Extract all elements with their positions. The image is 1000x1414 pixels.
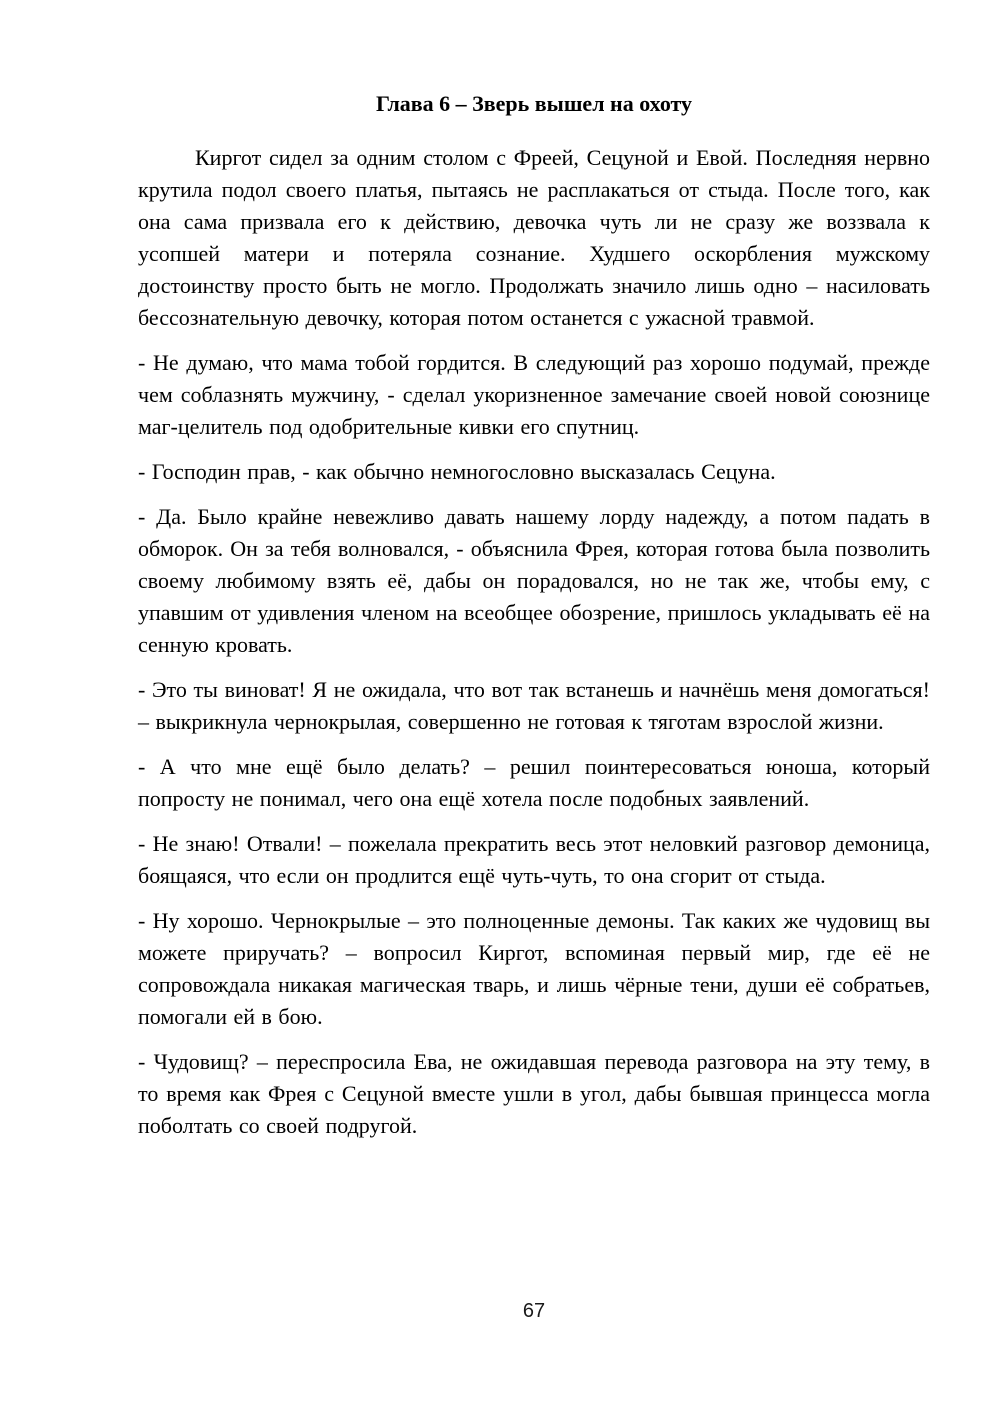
paragraph: - Не знаю! Отвали! – пожелала прекратить весь этот неловкий разговор демоница, боящаяся, что если он продлится ещё чуть-чуть, то она сгорит от стыда. (138, 831, 930, 888)
text-column (138, 88, 930, 1155)
page-number: 67 (522, 1300, 546, 1322)
paragraph: Киргот сидел за одним столом с Фреей, Сецуной и Евой. Последняя нервно крутила подол своего платья, пытаясь не расплакаться от стыда. После того, как она сама призвала его к действию, девочка чуть ли не сразу же воззвала к усопшей матери и потеряла сознание. Худшего оскорбления мужскому достоинству просто быть не могло. Продолжать значило лишь одно – насиловать бессознательную девочку, которая потом останется с ужасной травмой. (138, 145, 930, 330)
page-footer (138, 1300, 930, 1323)
paragraph: - Ну хорошо. Чернокрылые – это полноценные демоны. Так каких же чудовищ вы можете приручать? – вопросил Киргот, вспоминая первый мир, где её не сопровождала никакая магическая тварь, и лишь чёрные тени, души её собратьев, помогали ей в бою. (138, 908, 930, 1029)
paragraph: - Не думаю, что мама тобой гордится. В следующий раз хорошо подумай, прежде чем соблазнять мужчину, - сделал укоризненное замечание своей новой союзнице маг-целитель под одобрительные кивки его спутниц. (138, 350, 930, 439)
paragraph: - Чудовищ? – переспросила Ева, не ожидавшая перевода разговора на эту тему, в то время как Фрея с Сецуной вместе ушли в угол, дабы бывшая принцесса могла поболтать со своей подругой. (138, 1049, 930, 1138)
chapter-title: Глава 6 – Зверь вышел на охоту (375, 91, 693, 116)
paragraph: - А что мне ещё было делать? – решил поинтересоваться юноша, который попросту не понимал, чего она ещё хотела после подобных заявлений. (138, 754, 930, 811)
paragraph: - Это ты виноват! Я не ожидала, что вот так встанешь и начнёшь меня домогаться! – выкрикнула чернокрылая, совершенно не готовая к тяготам взрослой жизни. (138, 677, 930, 734)
paragraph: - Господин прав, - как обычно немногословно высказалась Сецуна. (138, 459, 776, 484)
body-text (138, 142, 930, 1142)
paragraph: - Да. Было крайне невежливо давать нашему лорду надежду, а потом падать в обморок. Он за тебя волновался, - объяснила Фрея, которая готова была позволить своему любимому взять её, дабы он порадовался, но не так же, чтобы ему, с упавшим от удивления членом на всеобщее обозрение, пришлось укладывать её на сенную кровать. (138, 504, 930, 657)
